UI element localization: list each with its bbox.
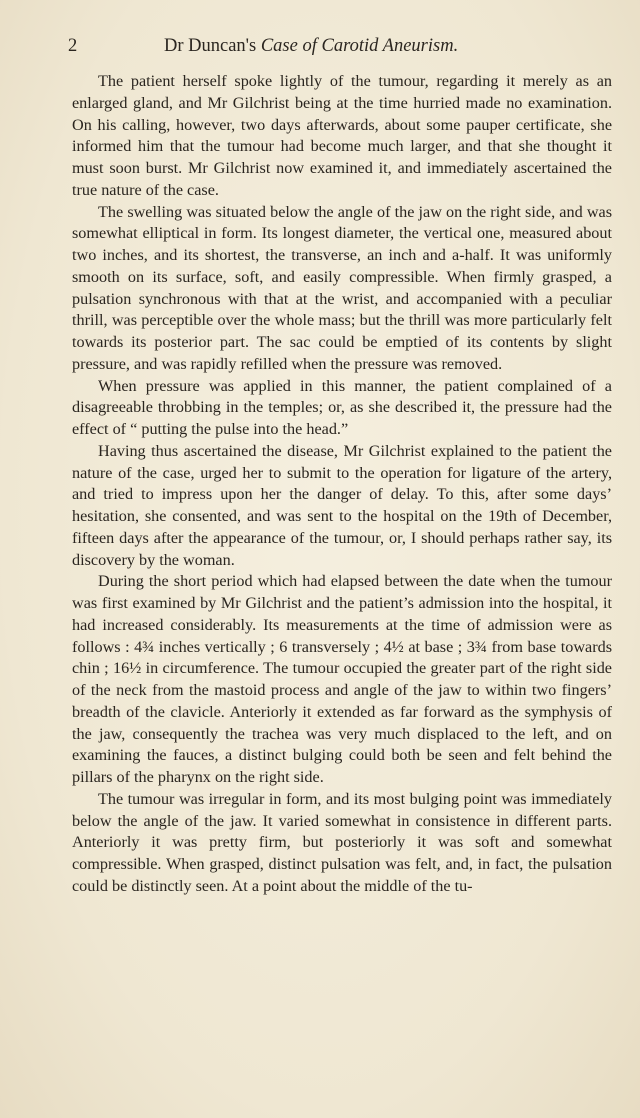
paragraph: When pressure was applied in this manner, the patient complained of a disagreeable throbbing in the temples; or, as she described it, the pressure had the effect of “ putting the pulse into the head.” (72, 376, 612, 438)
paragraph: Having thus ascertained the disease, Mr Gilchrist explained to the patient the nature of the case, urged her to submit to the operation for ligature of the artery, and tried to impress upon her the danger of delay. To this, after some days’ hesitation, she consented, and was sent to the hospital on the 19th of December, fifteen days after the appearance of the tumour, or, I should perhaps rather say, its discovery by the woman. (72, 441, 612, 569)
running-head-author: Dr Duncan's (164, 36, 257, 56)
paragraph: The tumour was irregular in form, and its most bulging point was immediately below the angle of the jaw. It varied somewhat in consistence in different parts. Anteriorly it was pretty firm, but posteriorly it was soft and somewhat compressible. When grasped, distinct pulsation was felt, and, in fact, the pulsation could be distinctly seen. At a point about the middle of the tu- (72, 789, 612, 895)
body-text (72, 71, 612, 898)
paragraph: The swelling was situated below the angle of the jaw on the right side, and was somewhat elliptical in form. Its longest diameter, the vertical one, measured about two inches, and its shortest, the transverse, an inch and a-half. It was uniformly smooth on its surface, soft, and easily compressible. When firmly grasped, a pulsation synchronous with that at the wrist, and accompanied with a peculiar thrill, was perceptible over the whole mass; but the thrill was more particularly felt towards its posterior part. The sac could be emptied of its contents by slight pressure, and was rapidly refilled when the pressure was removed. (72, 202, 612, 373)
running-head-title: Case of Carotid Aneurism. (260, 36, 459, 56)
page-header (68, 36, 588, 66)
paragraph: During the short period which had elapsed between the date when the tumour was first examined by Mr Gilchrist and the patient’s admission into the hospital, it had increased considerably. Its measurements at the time of admission were as follows : 4¾ inches vertically ; 6 transversely ; 4½ at base ; 3¾ from base towards chin ; 16½ in circumference. The tumour occupied the greater part of the right side of the neck from the mastoid process and angle of the jaw to within two fingers’ breadth of the clavicle. Anteriorly it extended as far forward as the symphysis of the jaw, consequently the trachea was very much displaced to the left, and on examining the fauces, a distinct bulging could both be seen and felt behind the pillars of the pharynx on the right side. (72, 572, 612, 786)
running-head (164, 36, 458, 57)
page-number: 2 (68, 36, 78, 56)
paragraph: The patient herself spoke lightly of the tumour, regarding it merely as an enlarged gland, and Mr Gilchrist being at the time hurried made no examination. On his calling, however, two days afterwards, about some pauper certificate, she informed him that the tumour had become much larger, and that she thought it must soon burst. Mr Gilchrist now examined it, and immediately ascertained the true nature of the case. (72, 72, 612, 199)
